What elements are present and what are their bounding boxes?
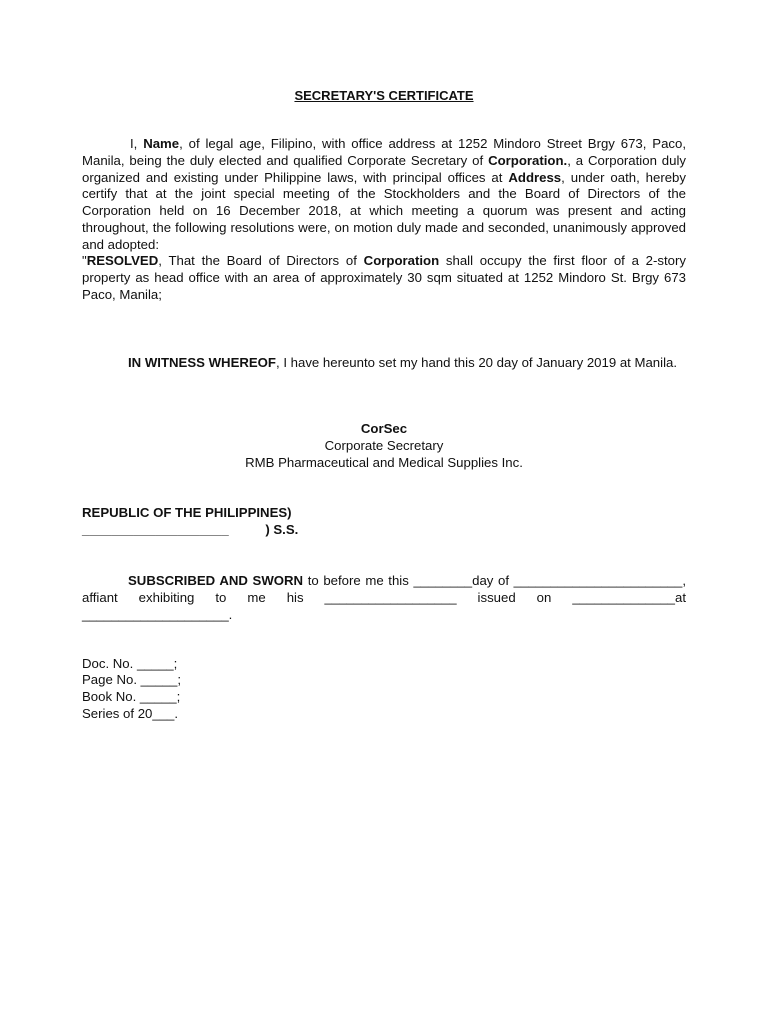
resolution-paragraph	[82, 253, 686, 303]
text-run: , of legal age, Filipino, with office address at 1252 Mindoro Street Brgy 673, Paco, Manila, being the duly elected and qualified Corporate Secretary of	[82, 136, 686, 168]
corporation-field: Corporation.	[488, 152, 568, 168]
text-run: I,	[130, 136, 144, 151]
certification-paragraph	[82, 136, 686, 254]
signatory-title: Corporate Secretary	[324, 438, 444, 453]
address-field: Address	[508, 169, 562, 185]
page-number-line: Page No. _____;	[82, 672, 181, 687]
jurisdiction-ss-line: ____________________ ) S.S.	[82, 522, 299, 537]
book-number-line: Book No. _____;	[82, 689, 181, 704]
text-run: , under oath, hereby certify that at the joint special meeting of the Stockholders and the Board of Directors of the Corporation held on 16 December 2018, at which meeting a quorum was present and acting throughout, the following resolutions were, on motion duly made and seconded, unanimously approved and adopted:	[82, 169, 686, 252]
signatory-company: RMB Pharmaceutical and Medical Supplies Inc.	[245, 455, 523, 470]
name-field: Name	[143, 136, 180, 151]
corporation-field: Corporation	[363, 253, 440, 268]
doc-number-line: Doc. No. _____;	[82, 656, 178, 671]
jurat-label: SUBSCRIBED AND SWORN	[128, 573, 304, 588]
witness-paragraph	[128, 355, 708, 370]
jurisdiction-line: REPUBLIC OF THE PHILIPPINES)	[82, 505, 292, 520]
signatory-name: CorSec	[360, 421, 408, 436]
series-line: Series of 20___.	[82, 706, 179, 721]
text-run: "	[82, 253, 87, 268]
witness-label: IN WITNESS WHEREOF	[128, 355, 276, 370]
resolved-label: RESOLVED	[86, 253, 159, 268]
text-run: , That the Board of Directors of	[158, 253, 364, 268]
text-run: , I have hereunto set my hand this 20 day of January 2019 at Manila.	[276, 355, 678, 370]
text-run: , a Corporation duly organized and existing under Philippine laws, with principal offices at	[82, 152, 686, 185]
document-title: SECRETARY'S CERTIFICATE	[294, 88, 474, 103]
jurat-paragraph	[82, 572, 686, 623]
text-run: shall occupy the first floor of a 2-story property as head office with an area of approximately 30 sqm situated at 1252 Mindoro St. Brgy 673 Paco, Manila;	[82, 253, 686, 302]
text-run: to before me this ________day of _______________________, affiant exhibiting to me his __________________ issued on ______________at ____________________.	[82, 573, 686, 622]
